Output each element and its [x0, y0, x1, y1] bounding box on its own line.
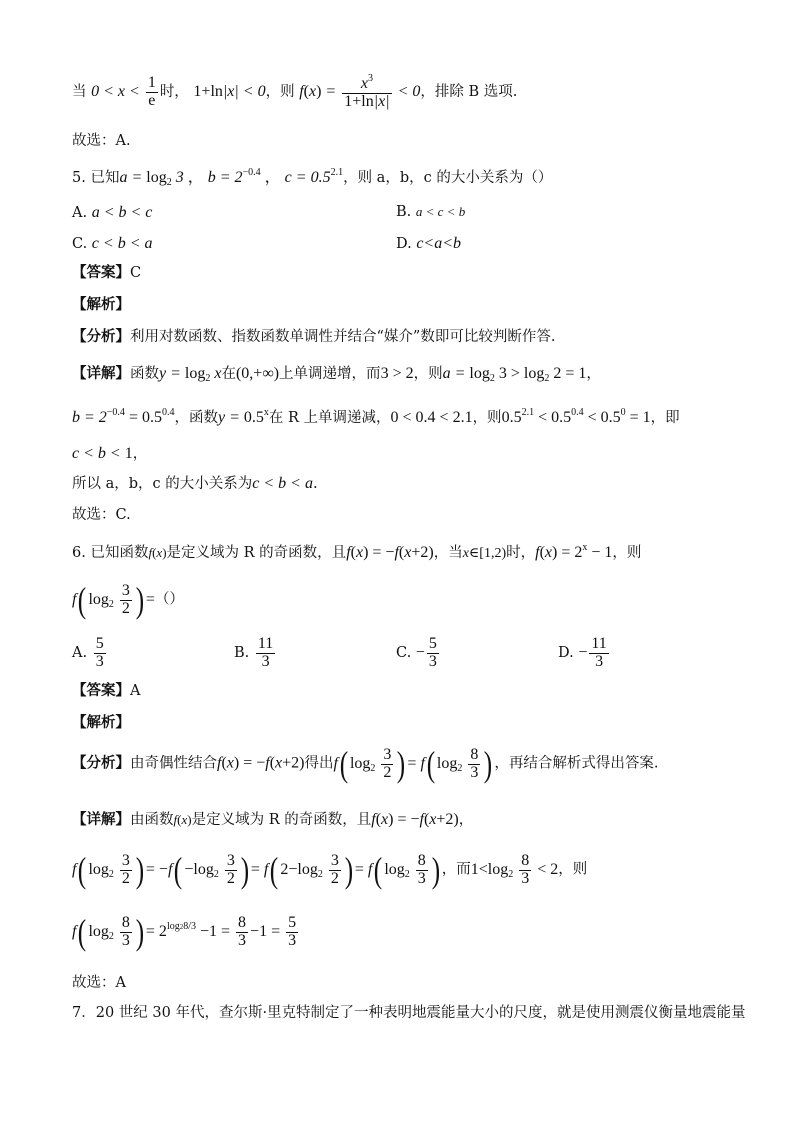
fenxi-6: 【分析】由奇偶性结合f(x) = −f(x+2)得出f( $\log_2$ $\frac{3}{2}$ ) = f( $\log_2$ $\frac{8}{3}$ ) ，再结合解析式得出答案.	[72, 744, 659, 784]
analysis-5-heading	[72, 298, 130, 313]
analysis-6-heading	[72, 716, 130, 731]
answer-tag: 【答案】	[72, 265, 130, 281]
text: 由奇偶性结合	[130, 755, 217, 772]
label: A.	[72, 205, 88, 221]
answer-6	[72, 684, 140, 699]
option-6a[interactable]: A. $\frac{5}{3}$	[72, 635, 104, 670]
text: 是定义域为 R 的奇函数，且	[191, 812, 372, 828]
math-defs: $a = \log_2 3$ ， $b = 2^{-0.4}$ ， $c = 0.5^{2.1}$	[119, 167, 344, 188]
answer-tag: 【答案】	[72, 683, 130, 699]
solution-line-condition	[72, 74, 517, 111]
option-6d[interactable]: D. − $\frac{11}{3}$	[558, 635, 607, 670]
text: 6. 已知函数	[72, 545, 149, 561]
choice-statement-6: 故选：A	[72, 975, 126, 991]
answer-value: A	[130, 683, 141, 699]
text: 5. 已知	[72, 170, 120, 186]
xiangjie-5-line4: 所以 a，b，c 的大小关系为c < b < a.	[72, 475, 318, 492]
label: C.	[72, 236, 88, 252]
fenxi-tag: 【分析】	[72, 329, 130, 345]
text: 在	[221, 366, 236, 382]
option-6c[interactable]: C. − $\frac{5}{3}$	[396, 635, 437, 670]
text: ，再结合解析式得出答案.	[494, 755, 659, 772]
text: 得出	[304, 755, 334, 772]
text: ，而	[441, 861, 471, 878]
label: A.	[72, 644, 88, 661]
text: ，则	[612, 545, 642, 561]
math-function-def: f(x) = $\frac{x^3}{1+\ln|x|}$ < 0	[299, 73, 421, 110]
text: ，当	[433, 545, 463, 561]
xiangjie-6-line2: f( $\log_2$ $\frac{3}{2}$ ) = $-f( -\log_2$ $\frac{3}{2}$ ) = f( $2-\log_2$ $\frac{3}{2}$ ) = f( $\log_2$ $\frac{8}{3}$ ) ，而$1<\log_2$ $\frac{8}{3}$ < 2，则	[72, 850, 588, 890]
text: ，则	[265, 83, 295, 100]
label: B.	[234, 644, 250, 661]
fenxi-tag: 【分析】	[72, 755, 130, 772]
xiangjie-tag: 【详解】	[72, 366, 130, 382]
text: 函数	[130, 366, 159, 382]
xiangjie-5-line3: c < b < 1，	[72, 445, 148, 462]
text: 所以 a，b，c 的大小关系为	[72, 476, 253, 492]
answer-value: C	[130, 265, 142, 281]
text: ，函数	[174, 410, 218, 426]
choice-statement: 故选：A.	[72, 133, 131, 149]
xiangjie-6-line3: f( $\log_2$ $\frac{8}{3}$ ) = $2^{log28/3} -1$ = $\frac{8}{3}$ −1 = $\frac{5}{3}$	[72, 912, 297, 952]
text: ，则	[413, 366, 443, 382]
question-5-stem	[72, 168, 552, 188]
text: 在 R 上单调递减，	[268, 410, 391, 426]
text: 时，	[506, 545, 536, 561]
choice-statement-5: 故选：C.	[72, 507, 131, 523]
text: ，则 a，b，c 的大小关系为（）	[343, 170, 553, 186]
xiangjie-tag: 【详解】	[72, 812, 130, 828]
text: ，则	[472, 410, 502, 426]
question-6-stem: 6. 已知函数f(x)是定义域为 R 的奇函数，且f(x) = −f(x+2)，当x∈[1,2)时，$f(x) = 2^x - 1$，则	[72, 542, 642, 561]
math-ln-condition: 1+ln|x| < 0	[193, 82, 266, 100]
text: 是定义域为 R 的奇函数，且	[166, 545, 347, 561]
option-a[interactable]: A. a < b < c	[72, 204, 153, 221]
fenxi-5	[72, 330, 555, 345]
label: B.	[396, 204, 412, 220]
option-b[interactable]: B. a < c < b	[396, 204, 466, 220]
text: 时，	[159, 83, 189, 100]
text: 当	[72, 83, 87, 100]
analysis-tag: 【解析】	[72, 297, 130, 313]
label: C.	[396, 644, 412, 661]
text: 上单调递增，而	[279, 366, 381, 382]
question-7-stem: 7．20 世纪 30 年代，查尔斯·里克特制定了一种表明地震能量大小的尺度，就是使用测震仪衡量地震能量	[72, 1005, 746, 1021]
math-inequality: 0 < x < $\frac{1}{e}$	[91, 74, 156, 109]
label: D.	[396, 236, 412, 252]
analysis-tag: 【解析】	[72, 715, 130, 731]
xiangjie-6-line1: 【详解】由函数f(x)是定义域为 R 的奇函数，且f(x) = −f(x+2)，	[72, 811, 474, 828]
xiangjie-5-line1: 【详解】函数$y = \log_2 x$在(0,+∞)上单调递增，而3 > 2，则$a = \log_2 3 > \log_2 2 = 1$，	[72, 365, 601, 384]
option-6b[interactable]: B. $\frac{11}{3}$	[234, 635, 274, 670]
text: 由函数	[130, 812, 174, 828]
text: 利用对数函数、指数函数单调性并结合“媒介”数即可比较判断作答.	[130, 329, 556, 345]
answer-5	[72, 266, 141, 281]
text: ，排除 B 选项.	[420, 83, 518, 100]
option-c[interactable]: C. c < b < a	[72, 235, 153, 252]
label: D.	[558, 644, 574, 661]
text: ，即	[650, 410, 680, 426]
option-d[interactable]: D. c<a<b	[396, 235, 462, 252]
text: ，则	[558, 861, 588, 878]
text: （）	[154, 591, 184, 608]
xiangjie-5-line2: $b = 2^{-0.4} = 0.5^{0.4}$，函数$y = 0.5^x$在 R 上单调递减，0 < 0.4 < 2.1，则$0.5^{2.1} < 0.5^{0.4} < 0.5^0 = 1$，即	[72, 407, 680, 426]
question-6-expr: f( $\log_2$ $\frac{3}{2}$ ) =（）	[72, 580, 184, 620]
